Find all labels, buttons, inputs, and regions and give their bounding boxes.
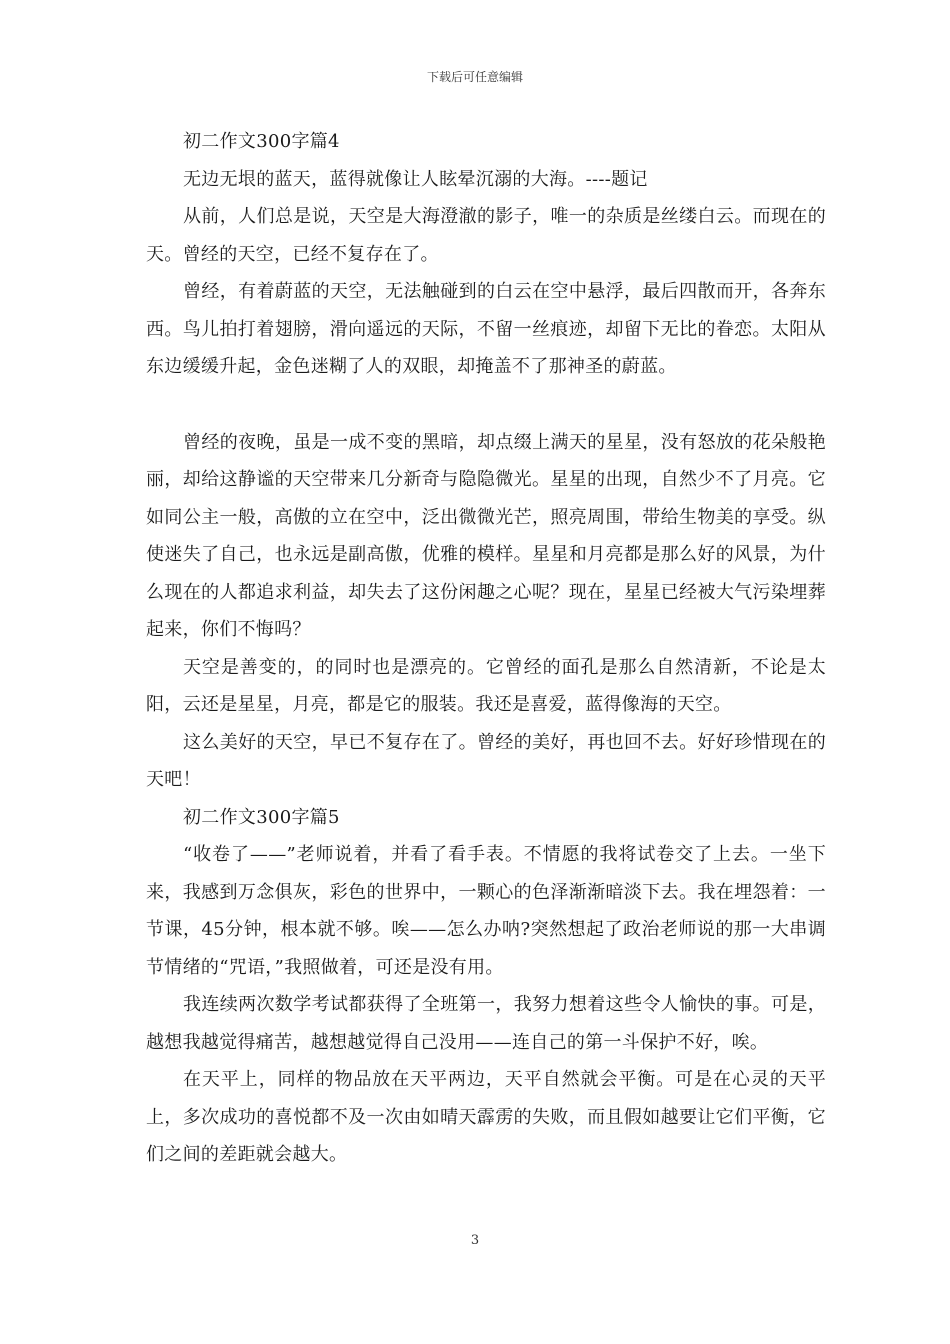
document-body xyxy=(146,123,826,1174)
paragraph: 天空是善变的，的同时也是漂亮的。它曾经的面孔是那么自然清新，不论是太阳，云还是星星，月亮，都是它的服装。我还是喜爱，蓝得像海的天空。 xyxy=(146,656,826,715)
paragraph: 我连续两次数学考试都获得了全班第一，我努力想着这些令人愉快的事。可是，越想我越觉得痛苦，越想越觉得自己没用——连自己的第一斗保护不好，唉。 xyxy=(146,994,826,1053)
header-note: 下载后可任意编辑 xyxy=(426,70,523,84)
paragraph: 在天平上，同样的物品放在天平两边，天平自然就会平衡。可是在心灵的天平上，多次成功的喜悦都不及一次由如晴天霹雳的失败，而且假如越要让它们平衡，它们之间的差距就会越大。 xyxy=(146,1069,826,1165)
paragraph-gap xyxy=(146,386,826,424)
paragraph: “收卷了——”老师说着，并看了看手表。不情愿的我将试卷交了上去。一坐下来，我感到万念俱灰，彩色的世界中，一颗心的色泽渐渐暗淡下去。我在埋怨着：一节课，45分钟，根本就不够。唉——怎么办呐?突然想起了政治老师说的那一大串调节情绪的“咒语，”我照做着，可还是没有用。 xyxy=(146,844,826,978)
paragraph: 从前，人们总是说，天空是大海澄澈的影子，唯一的杂质是丝缕白云。而现在的天。曾经的天空，已经不复存在了。 xyxy=(146,206,826,265)
epigraph: 无边无垠的蓝天，蓝得就像让人眩晕沉溺的大海。----题记 xyxy=(183,168,648,190)
paragraph: 曾经的夜晚，虽是一成不变的黑暗，却点缀上满天的星星，没有怒放的花朵般艳丽，却给这静谧的天空带来几分新奇与隐隐微光。星星的出现，自然少不了月亮。它如同公主一般，高傲的立在空中，泛出微微光芒，照亮周围，带给生物美的享受。纵使迷失了自己，也永远是副高傲，优雅的模样。星星和月亮都是那么好的风景，为什么现在的人都追求利益，却失去了这份闲趣之心呢？现在，星星已经被大气污染埋葬起来，你们不悔吗？ xyxy=(146,431,826,640)
essay-heading-4: 初二作文300字篇4 xyxy=(183,131,340,152)
essay-heading-5: 初二作文300字篇5 xyxy=(183,806,340,828)
paragraph: 这么美好的天空，早已不复存在了。曾经的美好，再也回不去。好好珍惜现在的天吧！ xyxy=(146,731,826,790)
paragraph: 曾经，有着蔚蓝的天空，无法触碰到的白云在空中悬浮，最后四散而开，各奔东西。鸟儿拍打着翅膀，滑向遥远的天际，不留一丝痕迹，却留下无比的眷恋。太阳从东边缓缓升起，金色迷糊了人的双眼，却掩盖不了那神圣的蔚蓝。 xyxy=(146,281,826,377)
page-number: 3 xyxy=(470,1233,480,1248)
